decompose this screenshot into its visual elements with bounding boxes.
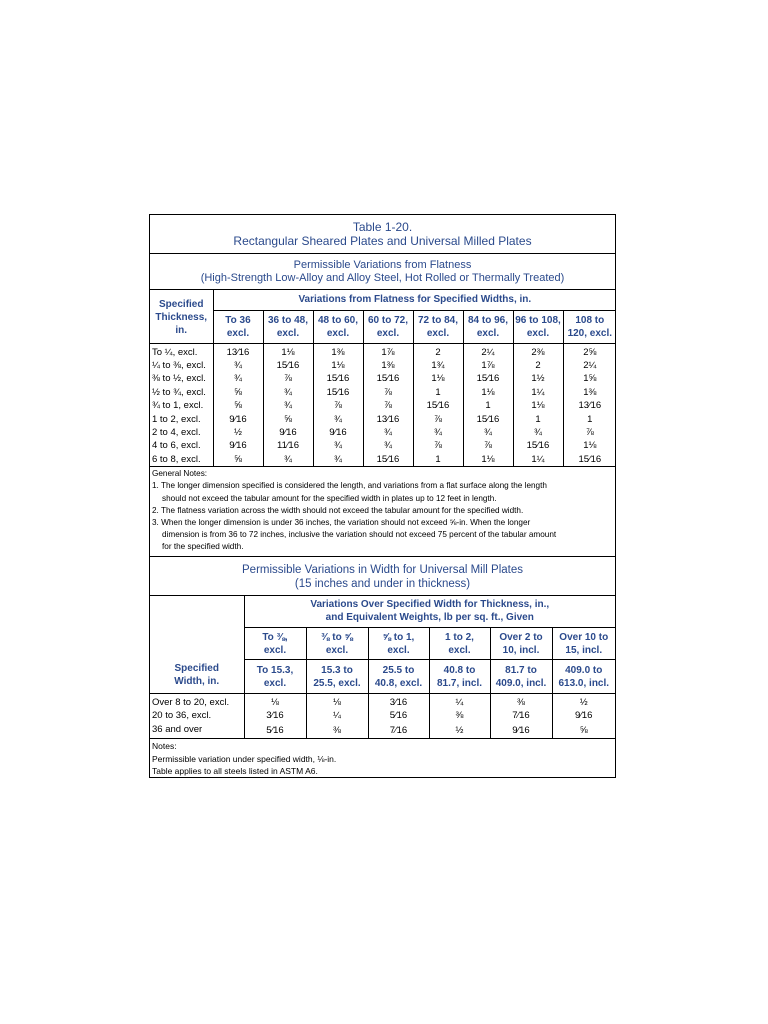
flatness-value: 1¾ [413, 359, 463, 372]
flatness-value: ⅞ [413, 413, 463, 426]
width-label: Over 8 to 20, excl. [150, 694, 244, 710]
weight-range-line: 81.7, incl. [436, 677, 483, 689]
thickness-label: ¼ to ⅜, excl. [150, 359, 213, 372]
flatness-value: 1⅛ [513, 399, 563, 412]
thickness-range-line: ⅜ to ⅝ [321, 631, 353, 643]
width-label: 36 and over [150, 723, 244, 739]
thickness-label: 2 to 4, excl. [150, 426, 213, 439]
thickness-range-header [244, 628, 306, 660]
flatness-value: ⅝ [213, 386, 263, 399]
flatness-value: ¾ [413, 426, 463, 439]
flatness-value: 1⅛ [413, 372, 463, 385]
column-header-line: excl. [276, 327, 300, 339]
flatness-value: 1⅛ [263, 343, 313, 359]
flatness-value: ⅞ [363, 386, 413, 399]
weight-range-line: 25.5, excl. [313, 677, 361, 689]
column-header-line: excl. [376, 327, 400, 339]
flatness-value: 15⁄16 [463, 413, 513, 426]
note-text: The flatness variation across the width should not exceed the tabular amount for the specified width. [160, 505, 524, 515]
flatness-value: 9⁄16 [313, 426, 363, 439]
flatness-value: 2⅜ [513, 343, 563, 359]
thickness-range-line: 1 to 2, [445, 631, 474, 643]
weight-range-header [368, 660, 429, 694]
note-number: 1. [152, 481, 159, 491]
flatness-value: 1¼ [513, 453, 563, 467]
general-note-line: should not exceed the tabular amount for the specified width in plates up to 12 feet in length. [162, 493, 497, 503]
width-section-header [150, 557, 615, 596]
spec-document [149, 214, 616, 778]
thickness-label: To ¼, excl. [150, 343, 213, 359]
flatness-row [150, 399, 616, 412]
flatness-value: 15⁄16 [578, 453, 602, 465]
weight-range-header [429, 660, 490, 694]
column-header-line: 96 to 108, [515, 314, 561, 326]
general-note-line [152, 505, 612, 517]
width-header-line: Specified [174, 663, 219, 675]
column-header-line: excl. [426, 327, 450, 339]
weight-range-header [490, 660, 552, 694]
flatness-value: 1⅝ [583, 373, 597, 385]
thickness-range-line: Over 10 to [559, 631, 609, 643]
width-value: 7⁄16 [490, 709, 552, 722]
column-header-line: excl. [476, 327, 500, 339]
flatness-group-header: Variations from Flatness for Specified Widths, in. [213, 290, 616, 310]
flatness-row [150, 359, 616, 372]
column-header-line: excl. [526, 327, 550, 339]
flatness-value: ⅞ [313, 399, 363, 412]
thickness-label: 6 to 8, excl. [150, 453, 213, 467]
flatness-value: 15⁄16 [363, 372, 413, 385]
flatness-value: ⅝ [213, 399, 263, 412]
flatness-value: 1⅜ [583, 386, 597, 398]
thickness-label: 1 to 2, excl. [150, 413, 213, 426]
flatness-value: 2¼ [463, 343, 513, 359]
flatness-value: ⅞ [363, 399, 413, 412]
width-section-subtitle: (15 inches and under in thickness) [294, 577, 471, 590]
width-range-column-header [213, 310, 263, 343]
thickness-range-header [306, 628, 368, 660]
width-value: 9⁄16 [490, 723, 552, 739]
flatness-value: 1 [587, 413, 593, 425]
thickness-range-line: excl. [263, 644, 287, 656]
width-value: ⅝ [579, 724, 588, 736]
note-number: 2. [152, 505, 159, 515]
thickness-header-line: Thickness, [155, 312, 208, 323]
flatness-value: 15⁄16 [263, 359, 313, 372]
thickness-range-line: 10, incl. [502, 644, 540, 656]
flatness-value: ¾ [313, 453, 363, 467]
width-value: ¼ [306, 709, 368, 722]
width-row [150, 723, 615, 739]
width-value: 9⁄16 [575, 710, 593, 722]
flatness-section-subtitle: (High-Strength Low-Alloy and Alloy Steel, Hot Rolled or Thermally Treated) [200, 272, 565, 284]
flatness-value: 2 [513, 359, 563, 372]
flatness-section-header [150, 254, 615, 290]
flatness-value: ⅞ [585, 426, 594, 438]
weight-range-header [244, 660, 306, 694]
flatness-table [150, 290, 616, 467]
width-group-header [244, 596, 615, 628]
flatness-value: ⅝ [213, 453, 263, 467]
width-header [150, 596, 244, 694]
width-value: ⅜ [429, 709, 490, 722]
flatness-value: 15⁄16 [313, 372, 363, 385]
general-note-line [152, 480, 612, 492]
width-value: ¼ [429, 694, 490, 710]
width-value: ⅛ [244, 694, 306, 710]
thickness-range-line: 15, incl. [565, 644, 603, 656]
note-text: The longer dimension specified is considered the length, and variations from a flat surface along the length [160, 481, 547, 491]
flatness-row [150, 372, 616, 385]
flatness-value: 1 [513, 413, 563, 426]
column-header-line: 120, excl. [567, 327, 613, 339]
flatness-value: ¾ [313, 413, 363, 426]
width-group-header-line: and Equivalent Weights, lb per sq. ft., Given [325, 612, 534, 624]
column-header-line: 60 to 72, [367, 314, 409, 326]
width-note-line: Permissible variation under specified width, ⅛-in. [152, 753, 337, 764]
weight-range-line: To 15.3, [256, 664, 294, 676]
flatness-value: ¾ [263, 386, 313, 399]
thickness-label: 4 to 6, excl. [150, 439, 213, 452]
flatness-value: 9⁄16 [213, 413, 263, 426]
flatness-value: 1⅛ [313, 359, 363, 372]
general-note-line: dimension is from 36 to 72 inches, inclusive the variation should not exceed 75 percent of the tabular amount [162, 530, 557, 540]
flatness-value: 1½ [513, 372, 563, 385]
flatness-value: ¾ [213, 359, 263, 372]
flatness-value: ¾ [263, 399, 313, 412]
thickness-range-header [490, 628, 552, 660]
flatness-value: 15⁄16 [363, 453, 413, 467]
column-header-line: 72 to 84, [417, 314, 459, 326]
width-range-column-header [513, 310, 563, 343]
flatness-value: ¾ [263, 453, 313, 467]
column-header-line: 48 to 60, [317, 314, 359, 326]
width-range-column-header [563, 310, 616, 343]
flatness-value: 9⁄16 [213, 439, 263, 452]
flatness-value: 1¼ [513, 386, 563, 399]
width-value: ⅜ [306, 723, 368, 739]
general-notes [150, 467, 615, 556]
general-note-line [152, 517, 612, 529]
column-header-line: 36 to 48, [267, 314, 309, 326]
flatness-value: ⅞ [263, 372, 313, 385]
table-number: Table 1-20. [352, 220, 413, 234]
thickness-label: ½ to ¾, excl. [150, 386, 213, 399]
column-header-line: 84 to 96, [467, 314, 509, 326]
thickness-range-line: excl. [448, 644, 471, 656]
thickness-range-line: ⅝ to 1, [382, 631, 415, 643]
width-value: ½ [429, 723, 490, 739]
flatness-value: 1⅞ [463, 359, 513, 372]
width-group-header-line: Variations Over Specified Width for Thickness, in., [310, 599, 550, 611]
flatness-value: 15⁄16 [463, 372, 513, 385]
weight-range-line: 81.7 to [505, 664, 537, 676]
flatness-value: 1⅞ [363, 343, 413, 359]
flatness-row [150, 386, 616, 399]
flatness-section-title: Permissible Variations from Flatness [293, 259, 472, 271]
thickness-header-line: in. [175, 325, 188, 336]
column-header-line: excl. [326, 327, 350, 339]
thickness-range-header [429, 628, 490, 660]
thickness-range-line: To ⅜, [262, 631, 288, 643]
general-notes-title: General Notes: [152, 469, 208, 479]
flatness-value: 2¼ [583, 359, 597, 371]
thickness-label: ¾ to 1, excl. [150, 399, 213, 412]
weight-range-header [306, 660, 368, 694]
flatness-value: ¾ [213, 372, 263, 385]
flatness-value: 1⅛ [583, 440, 597, 452]
note-text: When the longer dimension is under 36 inches, the variation should not exceed ⅝-in. When the longer [161, 517, 531, 527]
weight-range-line: 409.0, incl. [495, 677, 547, 689]
thickness-header [150, 290, 213, 343]
thickness-range-header [552, 628, 615, 660]
flatness-row [150, 426, 616, 439]
width-value: ½ [579, 697, 588, 709]
flatness-value: ⅞ [413, 439, 463, 452]
width-value: 3⁄16 [368, 694, 429, 710]
width-note-line: Table applies to all steels listed in ASTM A6. [152, 765, 318, 776]
width-value: 3⁄16 [244, 709, 306, 722]
width-range-column-header [413, 310, 463, 343]
flatness-value: 1⅛ [463, 453, 513, 467]
width-value: 5⁄16 [368, 709, 429, 722]
flatness-value: 9⁄16 [263, 426, 313, 439]
width-header-line: Width, in. [174, 676, 220, 688]
width-value: 5⁄16 [244, 723, 306, 739]
thickness-label: ⅜ to ½, excl. [150, 372, 213, 385]
thickness-header-line: Specified [159, 299, 204, 310]
flatness-value: ¾ [363, 439, 413, 452]
column-header-line: 108 to [575, 314, 605, 326]
width-range-column-header [313, 310, 363, 343]
general-note-line: for the specified width. [162, 542, 244, 552]
flatness-value: 1 [413, 386, 463, 399]
flatness-value: 11⁄16 [263, 439, 313, 452]
width-value: ⅜ [490, 694, 552, 710]
column-header-line: excl. [226, 327, 250, 339]
thickness-range-line: excl. [325, 644, 349, 656]
flatness-value: 1⅜ [363, 359, 413, 372]
width-range-column-header [263, 310, 313, 343]
width-section-title: Permissible Variations in Width for Universal Mill Plates [242, 563, 523, 576]
flatness-value: 1⅜ [313, 343, 363, 359]
flatness-value: ¾ [463, 426, 513, 439]
flatness-value: ⅞ [463, 439, 513, 452]
weight-range-line: 25.5 to [382, 664, 415, 676]
weight-range-line: 40.8 to [443, 664, 476, 676]
column-header-line: To 36 [225, 314, 251, 326]
width-notes-title: Notes: [152, 741, 177, 752]
flatness-value: 1 [413, 453, 463, 467]
thickness-range-header [368, 628, 429, 660]
table-title-block [150, 215, 615, 254]
flatness-value: 13⁄16 [578, 400, 602, 412]
flatness-value: 1⅛ [463, 386, 513, 399]
width-label: 20 to 36, excl. [150, 709, 244, 722]
flatness-value: 15⁄16 [413, 399, 463, 412]
width-notes [150, 739, 615, 778]
width-row [150, 709, 615, 722]
flatness-value: 2⅝ [583, 346, 597, 358]
thickness-range-line: Over 2 to [499, 631, 543, 643]
weight-range-line: 409.0 to [565, 664, 603, 676]
flatness-value: ¾ [363, 426, 413, 439]
flatness-value: 13⁄16 [363, 413, 413, 426]
width-range-column-header [363, 310, 413, 343]
flatness-row [150, 343, 616, 359]
width-value: ⅛ [306, 694, 368, 710]
weight-range-line: 15.3 to [321, 664, 353, 676]
flatness-value: ¾ [313, 439, 363, 452]
flatness-value: 2 [413, 343, 463, 359]
flatness-row [150, 439, 616, 452]
width-value: 7⁄16 [368, 723, 429, 739]
weight-range-line: excl. [263, 677, 287, 689]
flatness-value: ½ [213, 426, 263, 439]
flatness-value: 15⁄16 [313, 386, 363, 399]
table-title: Rectangular Sheared Plates and Universal Milled Plates [233, 234, 532, 248]
flatness-value: 13⁄16 [213, 343, 263, 359]
flatness-value: 1 [463, 399, 513, 412]
flatness-value: ⅝ [263, 413, 313, 426]
flatness-row [150, 453, 616, 467]
flatness-value: 15⁄16 [513, 439, 563, 452]
weight-range-header [552, 660, 615, 694]
width-row [150, 694, 615, 710]
flatness-row [150, 413, 616, 426]
width-table [150, 596, 615, 740]
thickness-range-line: excl. [387, 644, 410, 656]
flatness-value: ¾ [513, 426, 563, 439]
weight-range-line: 40.8, excl. [374, 677, 423, 689]
note-number: 3. [152, 517, 159, 527]
weight-range-line: 613.0, incl. [558, 677, 610, 689]
width-range-column-header [463, 310, 513, 343]
